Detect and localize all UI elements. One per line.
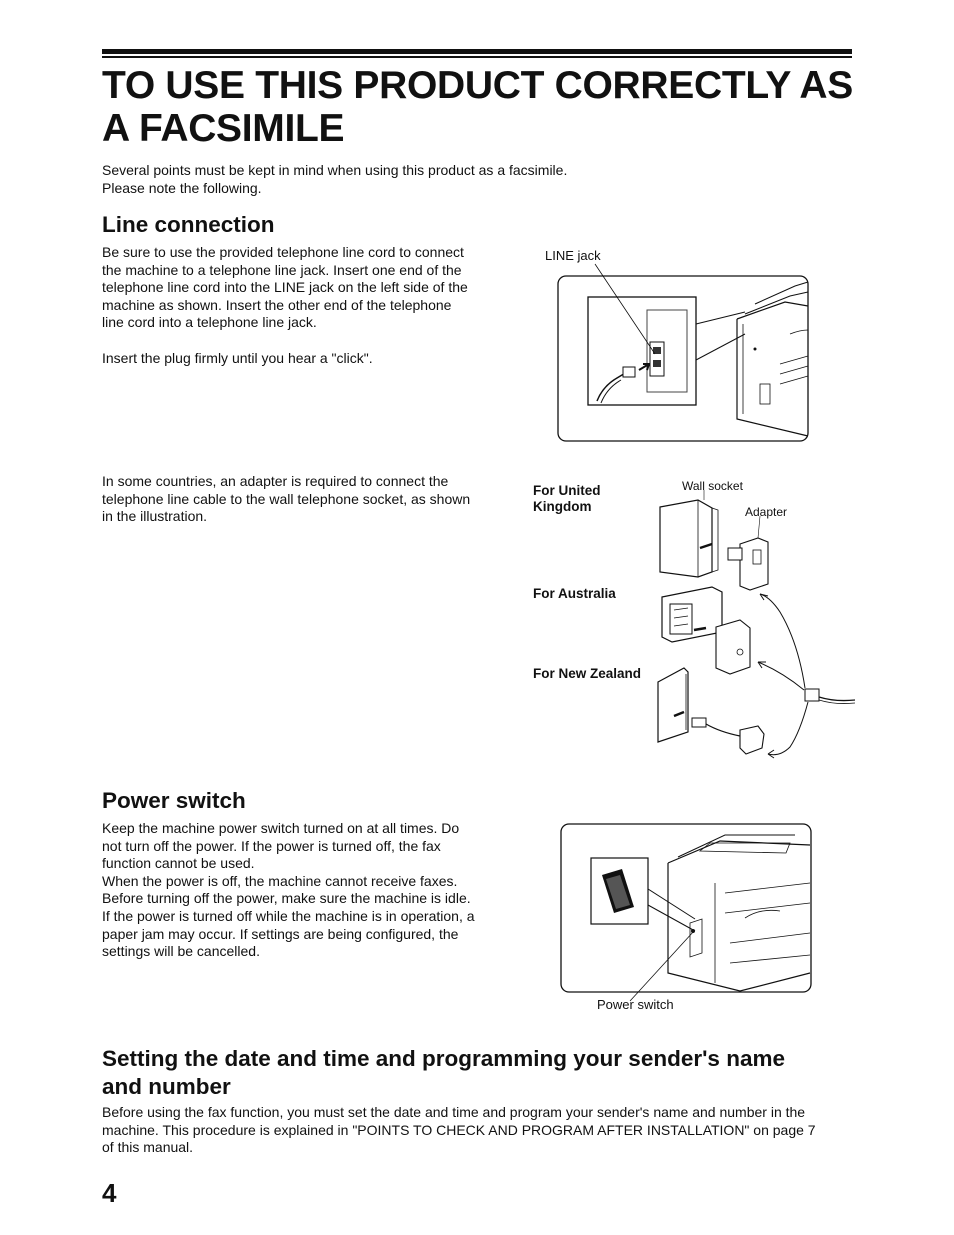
uk-label (533, 483, 601, 515)
date-time-heading (102, 1045, 862, 1101)
page-title-line1: TO USE THIS PRODUCT CORRECTLY AS (102, 64, 853, 107)
wall-socket-label: Wall socket (682, 479, 743, 493)
date-time-paragraph (102, 1104, 862, 1157)
paragraph-line: Before using the fax function, you must set the date and time and program your sender's name and number in the (102, 1104, 806, 1120)
power-switch-figure-label: Power switch (597, 997, 674, 1012)
page-title-line2: A FACSIMILE (102, 107, 345, 150)
paragraph-line: telephone line cable to the wall telephone socket, as shown (102, 490, 471, 507)
intro-line: Several points must be kept in mind when using this product as a facsimile. (102, 162, 568, 178)
paragraph-line: of this manual. (102, 1139, 194, 1156)
paragraph-line: If the power is turned off while the machine is in operation, a (102, 907, 475, 924)
paragraph-line: function cannot be used. (102, 855, 255, 872)
paragraph-line: telephone line cord into the LINE jack on the left side of the (102, 279, 468, 296)
header-rule-thick (102, 49, 852, 54)
click-note: Insert the plug firmly until you hear a "click". (102, 350, 373, 366)
line-connection-heading: Line connection (102, 212, 275, 237)
adapter-illustration (650, 492, 855, 767)
uk-label-line: For United (533, 483, 601, 498)
paragraph-line: settings will be cancelled. (102, 943, 260, 960)
line-connection-paragraph (102, 244, 502, 332)
paragraph-line: Be sure to use the provided telephone line cord to connect (102, 244, 464, 260)
power-switch-illustration (560, 823, 815, 995)
page-number: 4 (102, 1178, 117, 1208)
line-jack-illustration (555, 264, 815, 449)
paragraph-line: Keep the machine power switch turned on at all times. Do (102, 820, 460, 836)
paragraph-line: In some countries, an adapter is required to connect the (102, 473, 449, 489)
adapter-label: Adapter (745, 505, 788, 519)
header-rule-thin (102, 56, 852, 58)
paragraph-line: line cord into a telephone line jack. (102, 314, 317, 331)
paragraph-line: paper jam may occur. If settings are being configured, the (102, 925, 459, 942)
power-switch-heading: Power switch (102, 788, 246, 813)
line-jack-label: LINE jack (545, 248, 601, 263)
paragraph-line: Before turning off the power, make sure the machine is idle. (102, 890, 471, 907)
date-time-heading-line2: and number (102, 1074, 231, 1099)
paragraph-line: machine. This procedure is explained in "POINTS TO CHECK AND PROGRAM AFTER INSTALLATION" on page 7 (102, 1121, 816, 1138)
paragraph-line: machine as shown. Insert the other end of the telephone (102, 296, 452, 313)
paragraph-line: When the power is off, the machine cannot receive faxes. (102, 872, 458, 889)
australia-label: For Australia (533, 586, 616, 601)
date-time-heading-line1: Setting the date and time and programming your sender's name (102, 1046, 785, 1071)
intro-text (102, 162, 567, 197)
intro-line: Please note the following. (102, 179, 262, 196)
power-switch-paragraph (102, 820, 502, 961)
paragraph-line: in the illustration. (102, 508, 208, 525)
uk-label-line: Kingdom (533, 499, 592, 514)
page-title (102, 64, 862, 150)
paragraph-line: not turn off the power. If the power is turned off, the fax (102, 837, 441, 854)
new-zealand-label: For New Zealand (533, 666, 642, 681)
adapter-paragraph (102, 473, 502, 526)
paragraph-line: the machine to a telephone line jack. Insert one end of the (102, 261, 462, 278)
